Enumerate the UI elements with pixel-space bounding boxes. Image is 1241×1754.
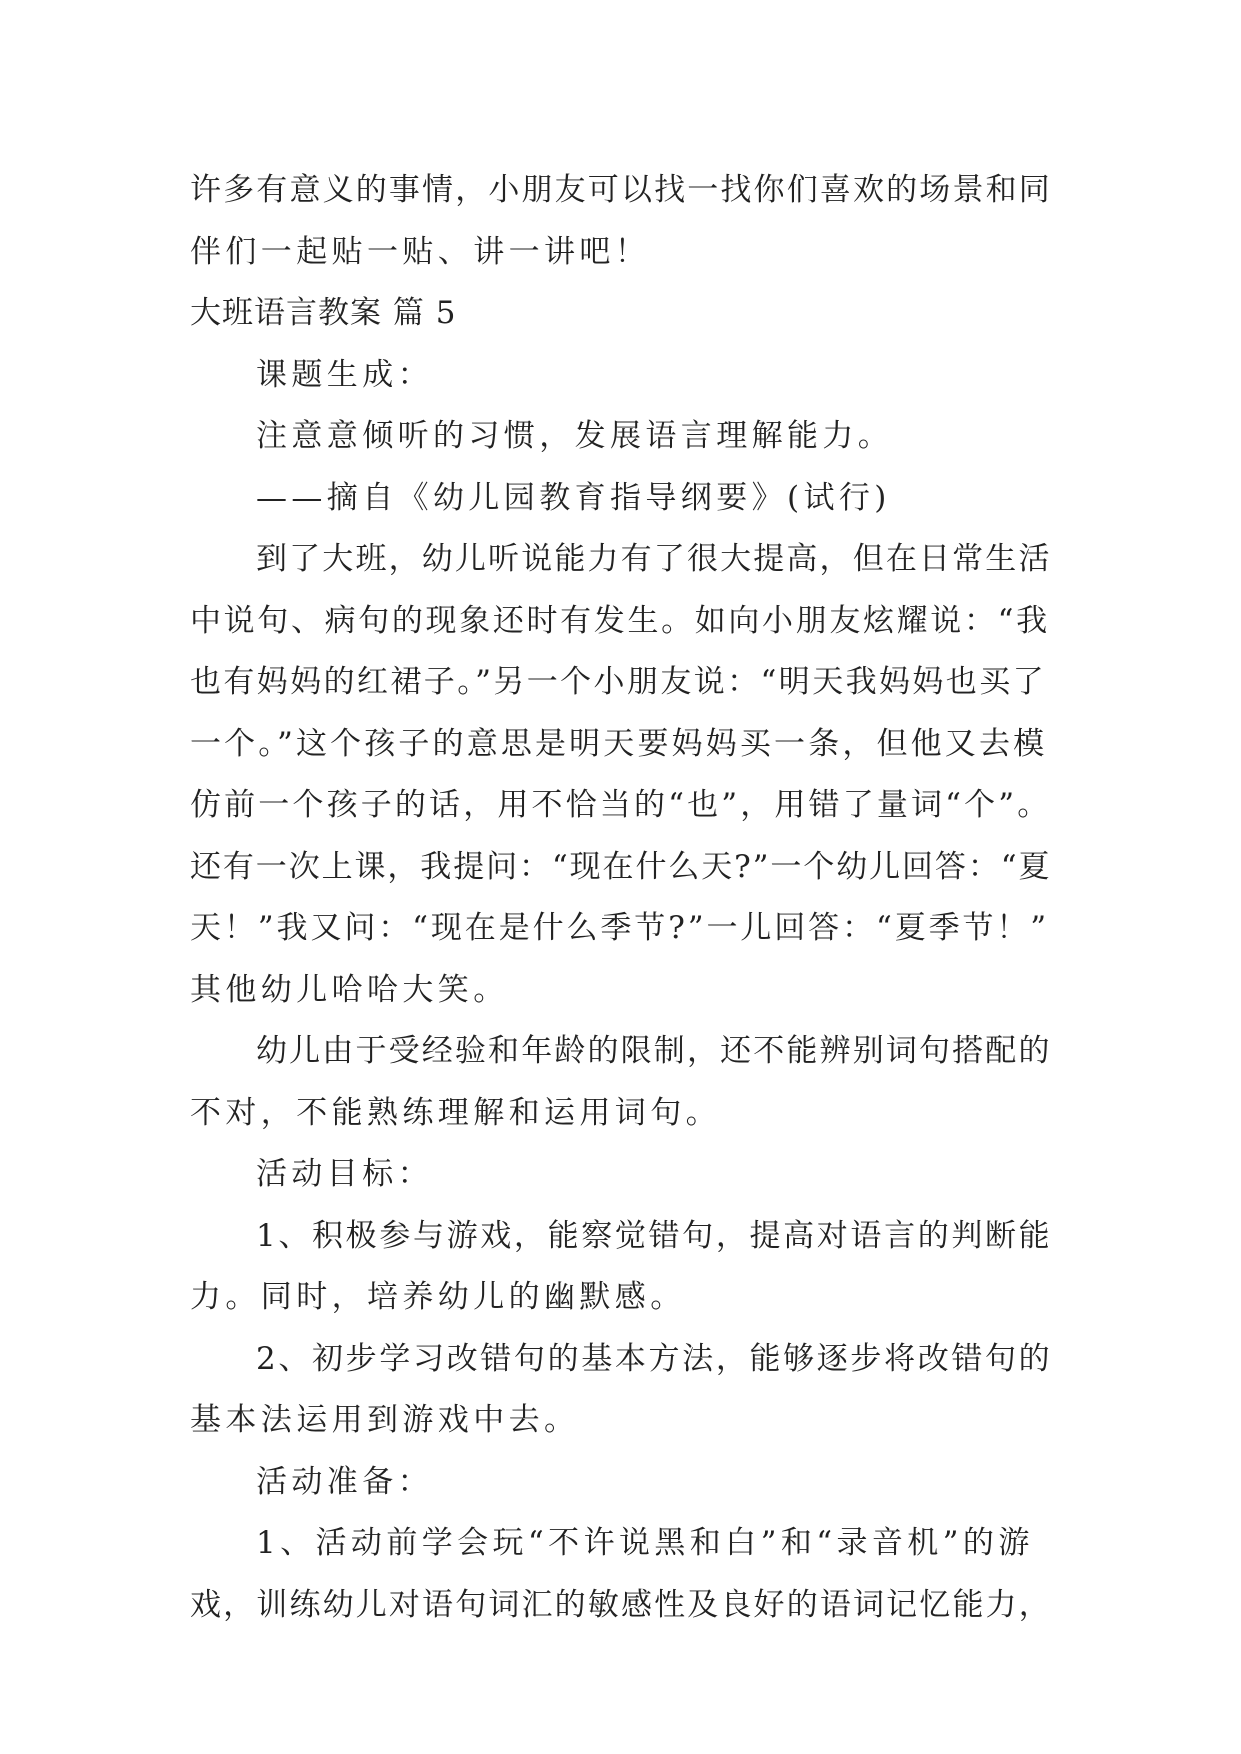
text-line: 注意意倾听的习惯，发展语言理解能力。 [256, 418, 894, 454]
text-line: 幼儿由于受经验和年龄的限制，还不能辨别词句搭配的 [256, 1033, 1052, 1069]
citation-line: ——摘自《幼儿园教育指导纲要》(试行) [256, 479, 891, 516]
text-line: 戏，训练幼儿对语句词汇的敏感性及良好的语词记忆能力， [190, 1586, 1052, 1623]
text-line: 中说句、病句的现象还时有发生。如向小朋友炫耀说：“我 [190, 602, 1050, 639]
text-line: 力。同时，培养幼儿的幽默感。 [190, 1279, 686, 1315]
subheading-activity-goals: 活动目标： [256, 1156, 433, 1192]
text-line: 基本法运用到游戏中去。 [190, 1402, 580, 1438]
document-body [190, 160, 1052, 1636]
text-line: 天！”我又问：“现在是什么季节?”一儿回答：“夏季节！” [190, 910, 1050, 946]
text-line: 一个。”这个孩子的意思是明天要妈妈买一条，但他又去模 [190, 725, 1048, 762]
section-heading: 大班语言教案 篇 5 [190, 295, 457, 331]
text-line: 还有一次上课，我提问：“现在什么天?”一个幼儿回答：“夏 [190, 848, 1052, 885]
text-line: 不对，不能熟练理解和运用词句。 [190, 1094, 721, 1131]
text-line: 其他幼儿哈哈大笑。 [190, 971, 509, 1008]
text-line: 许多有意义的事情，小朋友可以找一找你们喜欢的场景和同 [190, 172, 1052, 208]
text-line: 仿前一个孩子的话，用不恰当的“也”，用错了量词“个”。 [190, 787, 1052, 823]
subheading-topic-generation: 课题生成： [256, 356, 433, 393]
list-item: 2、初步学习改错句的基本方法，能够逐步将改错句的 [256, 1340, 1053, 1377]
text-line: 到了大班，幼儿听说能力有了很大提高，但在日常生活 [256, 541, 1052, 577]
list-item: 1、活动前学会玩“不许说黑和白”和“录音机”的游 [256, 1525, 1034, 1561]
list-item: 1、积极参与游戏，能察觉错句，提高对语言的判断能 [256, 1217, 1053, 1254]
text-line: 也有妈妈的红裙子。”另一个小朋友说：“明天我妈妈也买了 [190, 664, 1046, 700]
text-line: 伴们一起贴一贴、讲一讲吧！ [190, 233, 651, 270]
subheading-activity-preparation: 活动准备： [256, 1463, 433, 1500]
